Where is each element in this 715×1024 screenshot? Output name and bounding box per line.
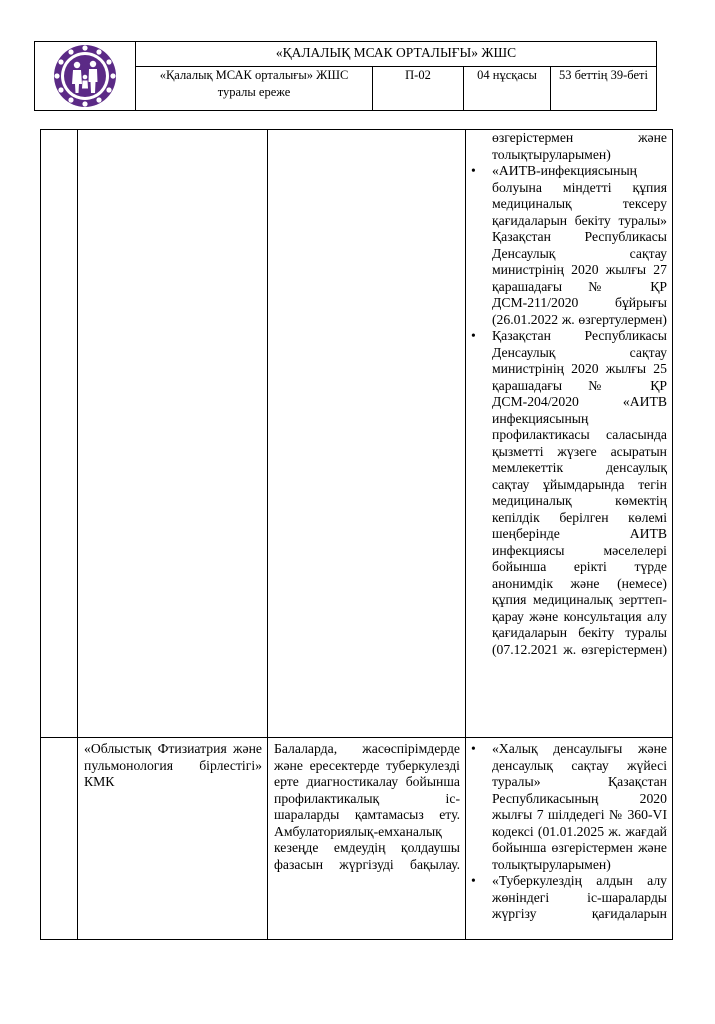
regulations-list xyxy=(466,163,672,658)
table-row xyxy=(41,130,673,738)
organization-name: «Облыстық Фтизиатрия және пульмонология бірлестігі» КМК xyxy=(84,741,262,789)
number-cell xyxy=(41,130,78,738)
family-logo-icon xyxy=(49,43,121,109)
document-version: 04 нұсқасы xyxy=(464,67,551,111)
activity-description: Балаларда, жасөспірімдерде және ересектерде туберкулезді ерте диагностикалау бойынша профилактикалық іс-шараларды қамтамасыз ету. Амбулаториялық-емханалық кезеңде емдеудің қолдаушы фазасын жүргізуді бақылау. xyxy=(274,741,460,872)
list-item: • Қазақстан Республикасы Денсаулық сақтау министрінің 2020 жылғы 25 қарашадағы № ҚР ДСМ-204/2020 «АИТВ инфекциясының профилактикасы саласында қызметті жүзеге асыратын мемлекеттік денсаулық сақтау ұйымдарында тегін медициналық көмектің кепілдік берілген көлемі шеңберінде АИТВ инфекциясы мәселелері бойынша ерікті түрде анонимдік және (немесе) құпия медициналық зерттеп-қарау және консультация алу қағидаларын бекіту туралы (07.12.2021 ж. өзгерістермен) xyxy=(471,328,667,657)
list-item: • «АИТВ-инфекциясының болуына міндетті құпия медициналық тексеру қағидаларын бекіту туралы» Қазақстан Республикасы Денсаулық сақтау министрінің 2020 жылғы 27 қарашадағы № ҚР ДСМ-211/2020 бұйрығы (26.01.2022 ж. өзгертулермен) xyxy=(471,163,667,327)
continued-text: өзгерістермен және толықтыруларымен) xyxy=(492,130,667,162)
document-header xyxy=(34,41,657,111)
document-name-line2: туралы ереже xyxy=(217,85,291,99)
organization-cell xyxy=(78,738,268,940)
table-row xyxy=(41,738,673,940)
page-number: 53 беттің 39-беті xyxy=(551,67,657,111)
regulations-cell xyxy=(466,130,673,738)
list-item: • «Туберкулездің алдын алу жөніндегі іс-шараларды жүргізу қағидаларын xyxy=(471,873,667,921)
activity-cell xyxy=(268,738,466,940)
organization-cell xyxy=(78,130,268,738)
regulations-list xyxy=(466,738,672,923)
content-table xyxy=(40,129,673,940)
number-cell xyxy=(41,738,78,940)
regulations-cell xyxy=(466,738,673,940)
document-name-line1: «Қалалық МСАК орталығы» ЖШС xyxy=(159,68,349,82)
document-name xyxy=(136,67,373,111)
logo-cell xyxy=(35,42,136,111)
list-item: • «Халық денсаулығы және денсаулық сақтау жүйесі туралы» Қазақстан Республикасының 2020 жылғы 7 шілдедегі № 360-VI кодексі (01.01.2025 ж. жағдай бойынша өзгерістермен және толықтыруларымен) xyxy=(471,741,667,872)
organization-title: «ҚАЛАЛЫҚ МСАК ОРТАЛЫҒЫ» ЖШС xyxy=(136,42,657,67)
activity-cell xyxy=(268,130,466,738)
document-code: П-02 xyxy=(373,67,464,111)
